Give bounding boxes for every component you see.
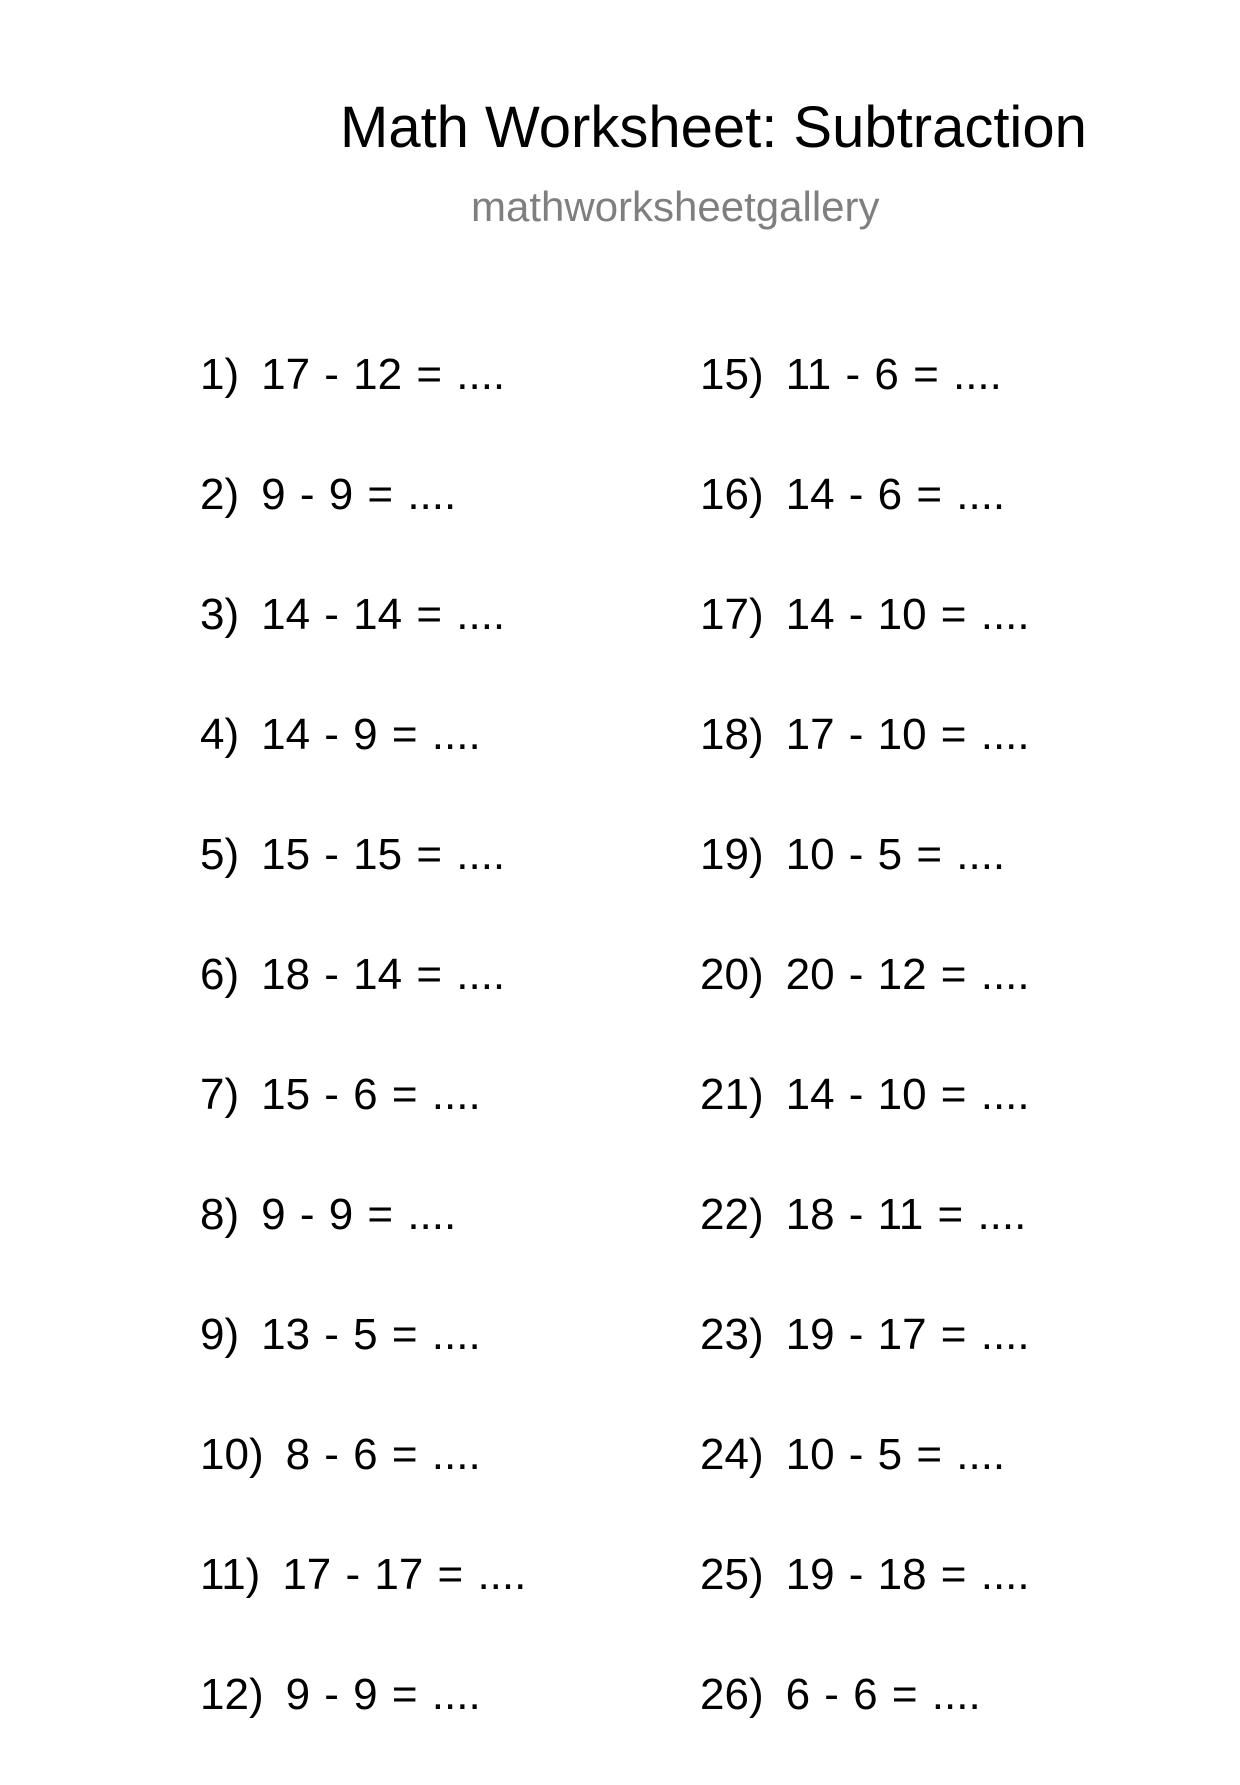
problem-number: 26) (700, 1670, 764, 1719)
problem-item (200, 1305, 526, 1425)
problem-item (200, 1665, 526, 1785)
problem-expression: 17 - 10 = .... (785, 710, 1030, 759)
problem-number: 11) (200, 1550, 261, 1599)
problem-number: 15) (700, 350, 764, 399)
problem-expression: 10 - 5 = .... (785, 1430, 1006, 1479)
problem-number: 25) (700, 1550, 764, 1599)
problem-item (700, 825, 1030, 945)
problem-item (700, 1065, 1030, 1185)
problem-item (200, 585, 526, 705)
problem-number: 18) (700, 710, 764, 759)
problem-expression: 14 - 14 = .... (261, 590, 506, 639)
problem-number: 12) (200, 1670, 264, 1719)
problem-item (200, 705, 526, 825)
problem-expression: 8 - 6 = .... (285, 1430, 481, 1479)
problem-number: 1) (200, 350, 240, 399)
problem-item (200, 1185, 526, 1305)
problem-item (700, 345, 1030, 465)
problem-item (700, 1185, 1030, 1305)
problem-expression: 18 - 14 = .... (261, 950, 506, 999)
problem-item (200, 1425, 526, 1545)
problem-number: 3) (200, 590, 240, 639)
problem-expression: 9 - 9 = .... (261, 470, 457, 519)
problem-expression: 14 - 10 = .... (785, 1070, 1030, 1119)
problem-item (700, 585, 1030, 705)
problem-item (700, 465, 1030, 585)
problem-expression: 19 - 18 = .... (785, 1550, 1030, 1599)
problem-expression: 15 - 15 = .... (261, 830, 506, 879)
problem-expression: 6 - 6 = .... (785, 1670, 981, 1719)
problem-number: 17) (700, 590, 764, 639)
problem-column-right (700, 345, 1030, 1785)
problem-item (700, 705, 1030, 825)
problem-number: 2) (200, 470, 240, 519)
problem-number: 10) (200, 1430, 264, 1479)
problem-number: 5) (200, 830, 240, 879)
problem-item (200, 825, 526, 945)
problem-item (700, 1545, 1030, 1665)
problem-number: 21) (700, 1070, 764, 1119)
problem-item (200, 1545, 526, 1665)
problem-item (700, 1665, 1030, 1785)
problem-expression: 17 - 17 = .... (282, 1550, 527, 1599)
problem-item (200, 1065, 526, 1185)
problem-expression: 17 - 12 = .... (261, 350, 506, 399)
problem-number: 23) (700, 1310, 764, 1359)
problem-number: 7) (200, 1070, 240, 1119)
problem-item (200, 945, 526, 1065)
problem-expression: 20 - 12 = .... (785, 950, 1030, 999)
problem-number: 8) (200, 1190, 240, 1239)
problem-expression: 14 - 10 = .... (785, 590, 1030, 639)
problem-expression: 14 - 6 = .... (785, 470, 1006, 519)
problem-expression: 13 - 5 = .... (261, 1310, 481, 1359)
problem-expression: 9 - 9 = .... (285, 1670, 481, 1719)
problem-expression: 18 - 11 = .... (785, 1190, 1027, 1239)
problem-item (200, 345, 526, 465)
problem-expression: 19 - 17 = .... (785, 1310, 1030, 1359)
problem-item (700, 945, 1030, 1065)
problem-item (200, 465, 526, 585)
problem-expression: 9 - 9 = .... (261, 1190, 457, 1239)
problem-number: 6) (200, 950, 240, 999)
problem-item (700, 1305, 1030, 1425)
problem-number: 22) (700, 1190, 764, 1239)
problem-number: 4) (200, 710, 240, 759)
problem-expression: 10 - 5 = .... (785, 830, 1006, 879)
problem-expression: 15 - 6 = .... (261, 1070, 481, 1119)
worksheet-title: Math Worksheet: Subtraction (340, 95, 1087, 160)
problem-expression: 14 - 9 = .... (261, 710, 481, 759)
problem-expression: 11 - 6 = .... (785, 350, 1002, 399)
problem-number: 19) (700, 830, 764, 879)
problem-item (700, 1425, 1030, 1545)
problem-column-left (200, 345, 526, 1785)
problem-number: 24) (700, 1430, 764, 1479)
problem-number: 16) (700, 470, 764, 519)
problem-number: 9) (200, 1310, 240, 1359)
problem-number: 20) (700, 950, 764, 999)
worksheet-subtitle: mathworksheetgallery (471, 183, 880, 230)
